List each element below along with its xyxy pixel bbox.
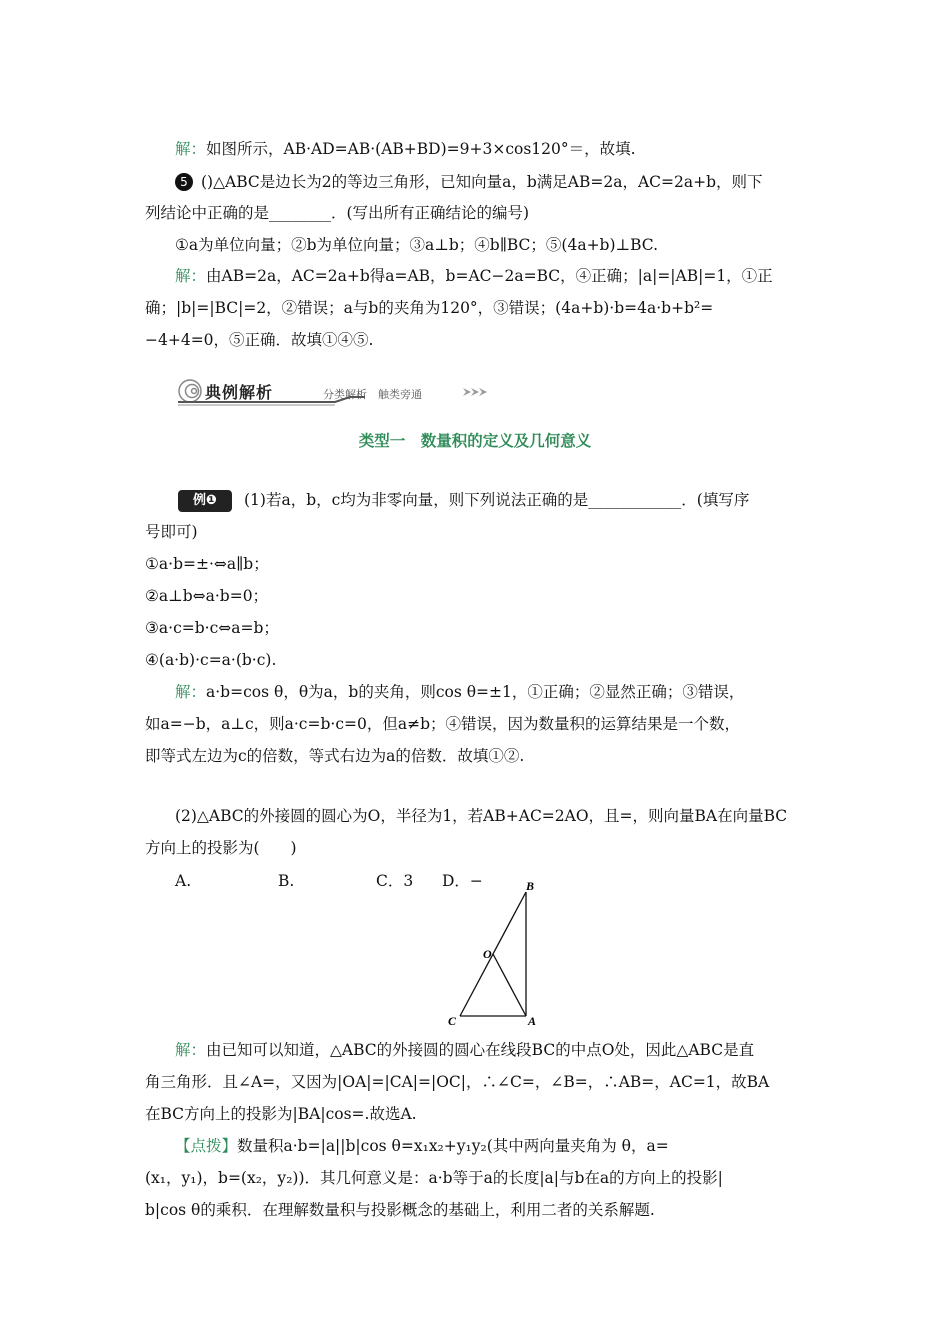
ex1-solution-2: 如a=−b，a⊥c，则a·c=b·c=0，但a≠b；④错误，因为数量积的运算结果是一个数， (145, 715, 741, 733)
label-c: C (448, 1014, 457, 1028)
section-title: 类型一 数量积的定义及几何意义 (358, 432, 592, 450)
ex1-q2-solution-1 (175, 1040, 754, 1060)
ex1-q2-line-2: 方向上的投影为( ) (145, 839, 297, 857)
solution-label: 解： (175, 140, 207, 158)
choice-a: A. (175, 872, 192, 890)
solution-label: 解： (175, 683, 207, 701)
ex1-q2-solution-2: 角三角形．且∠A=，又因为|OA|=|CA|=|OC|，∴∠C=，∠B=，∴AB=，AC=1，故BA (145, 1073, 770, 1091)
choice-b: B. (278, 872, 295, 890)
q5-options: ①a为单位向量；②b为单位向量；③a⊥b；④b∥BC；⑤(4a+b)⊥BC. (175, 236, 659, 254)
banner-title: 典例解析 (205, 383, 274, 402)
label-a: A (528, 1014, 537, 1028)
ex1-item-1: ①a·b=±·⇔a∥b； (145, 555, 269, 573)
label-b: B (526, 880, 535, 893)
triangle-figure (440, 880, 550, 1030)
ex1-q1-stem: (1)若a，b，c均为非零向量，则下列说法正确的是____________．(填写序 (244, 491, 750, 509)
segment-oa (493, 954, 526, 1016)
ex1-item-3: ③a·c=b·c⇔a=b； (145, 619, 279, 637)
solution-label: 解： (175, 1041, 207, 1059)
section-banner (175, 378, 505, 408)
question-number-badge: 5 (175, 173, 193, 191)
choice-c: C．3 (376, 872, 414, 890)
label-o: O (483, 947, 492, 961)
ex1-solution-3: 即等式左边为c的倍数，等式右边为a的倍数．故填①②. (145, 747, 525, 765)
q5-solution-2: 确；|b|=|BC|=2，②错误；a与b的夹角为120°，③错误；(4a+b)·b=4a·b+b²= (145, 299, 714, 317)
ex1-solution-text-1: a·b=cos θ，θ为a，b的夹角，则cos θ=±1，①正确；②显然正确；③错误， (206, 683, 745, 701)
ex1-q1-line-2: 号即可) (145, 523, 198, 541)
q5-line-1 (175, 172, 763, 192)
ex1-q2-solution-3: 在BC方向上的投影为|BA|cos=.故选A. (145, 1105, 417, 1123)
q4-solution-text: 如图所示，AB·AD=AB·(AB+BD)=9+3×cos120°＝，故填. (206, 140, 636, 158)
q5-solution-1 (175, 266, 773, 286)
q5-solution-text-1: 由AB=2a，AC=2a+b得a=AB，b=AC−2a=BC，④正确；|a|=|AB|=1，①正 (206, 267, 773, 285)
tip-line-3: b|cos θ的乘积．在理解数量积与投影概念的基础上，利用二者的关系解题. (145, 1201, 655, 1219)
ex1-q2-solution-text-1: 由已知可以知道，△ABC的外接圆的圆心在线段BC的中点O处，因此△ABC是直 (206, 1041, 755, 1059)
q4-solution (175, 139, 636, 159)
ex1-item-2: ②a⊥b⇔a·b=0； (145, 587, 269, 605)
chevron-right-icon (463, 388, 487, 396)
tip-line-1 (175, 1136, 669, 1156)
solution-label: 解： (175, 267, 207, 285)
q5-line-2: 列结论中正确的是________．(写出所有正确结论的编号) (145, 204, 530, 222)
choice-d: D．− (442, 872, 483, 890)
q5-stem-1: ()△ABC是边长为2的等边三角形，已知向量a，b满足AB=2a，AC=2a+b，则下 (201, 173, 763, 191)
tip-label: 【点拨】 (175, 1137, 238, 1155)
ex1-q1-line-1 (178, 490, 749, 512)
swirl-icon (179, 380, 201, 402)
q5-solution-3: −4+4=0，⑤正确．故填①④⑤. (145, 331, 374, 349)
ex1-solution-1 (175, 682, 744, 702)
ex1-q2-choices (175, 871, 483, 891)
ex1-item-4: ④(a·b)·c=a·(b·c). (145, 651, 277, 669)
tip-text-1: 数量积a·b=|a||b|cos θ=x₁x₂+y₁y₂(其中两向量夹角为 θ，a= (237, 1137, 669, 1155)
example-badge: 例❶ (178, 490, 232, 512)
tip-line-2: (x₁，y₁)，b=(x₂，y₂))．其几何意义是：a·b等于a的长度|a|与b在a的方向上的投影| (145, 1169, 723, 1187)
ex1-q2-line-1: (2)△ABC的外接圆的圆心为O，半径为1，若AB+AC=2AO，且=，则向量BA在向量BC (175, 807, 788, 825)
banner-subtitle: 分类解析 触类旁通 (323, 388, 422, 401)
